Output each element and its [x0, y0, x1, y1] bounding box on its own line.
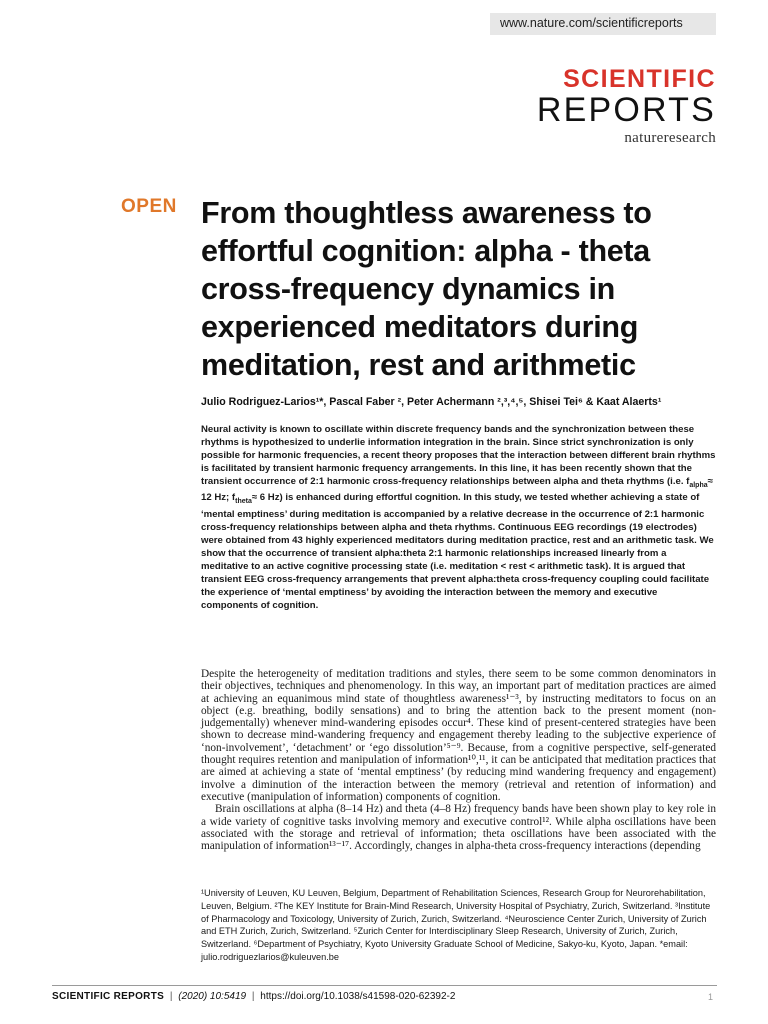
- footer-separator: |: [251, 991, 255, 1002]
- abstract-text-2: ≈ 12 Hz; f: [201, 475, 713, 504]
- page-footer: [52, 991, 455, 1002]
- brand-line-reports: REPORTS: [536, 91, 716, 129]
- body-text: [201, 668, 716, 852]
- abstract: [201, 424, 716, 613]
- affiliations-text: ¹University of Leuven, KU Leuven, Belgium, Department of Rehabilitation Sciences, Research Group for Neurorehabilitation, Leuven, Belgium. ²The KEY Institute for Brain-Mind Research, University Hospital of Psychiatry, Zurich, Switzerland. ³Institute of Pharmacology and Toxicology, University of Zurich, Zurich, Switzerland. ⁴Neuroscience Center Zurich, University of Zurich and ETH Zurich, Zurich, Switzerland. ⁵Zurich Center for Interdisciplinary Sleep Research, University of Zurich, Zurich, Switzerland. ⁶Department of Psychiatry, Kyoto University Graduate School of Medicine, Sakyo-ku, Kyoto, Japan. *email:: [201, 888, 711, 950]
- journal-brand: [537, 66, 716, 147]
- subscript-alpha: alpha: [689, 481, 708, 489]
- abstract-text-1: Neural activity is known to oscillate within discrete frequency bands and the synchronization between these rhythms is hypothesized to underlie information integration in the brain. Since strict synchronization is only possible for harmonic frequencies, a recent theory proposes that the interaction between different brain rhythms is facilitated by transient harmonic frequency arrangements. In this line, it has been recently shown that the transient occurrence of 2:1 harmonic cross-frequency relationships between alpha and theta rhythms (i.e. f: [201, 424, 716, 487]
- body-paragraph: Brain oscillations at alpha (8–14 Hz) and theta (4–8 Hz) frequency bands have been shown play to key role in a wide variety of cognitive tasks involving memory and executive control¹². While alpha oscillations have been associated with the storage and retrieval of information; theta oscillations have been associated with the manipulation of information¹³⁻¹⁷. Accordingly, changes in alpha-theta cross-frequency interactions (depending: [201, 803, 716, 853]
- footer-journal-name: SCIENTIFIC REPORTS: [52, 991, 165, 1002]
- publisher-name: natureresearch: [624, 130, 716, 146]
- footer-citation: (2020) 10:5419: [178, 991, 247, 1002]
- brand-line-scientific: SCIENTIFIC: [563, 65, 716, 93]
- corresponding-email-link[interactable]: julio.rodriguezlarios@kuleuven.be: [201, 951, 340, 962]
- journal-url[interactable]: www.nature.com/scientificreports: [500, 16, 683, 30]
- journal-url-bar[interactable]: [490, 13, 716, 35]
- open-access-badge: OPEN: [121, 196, 177, 217]
- abstract-text-3: ≈ 6 Hz) is enhanced during effortful cognition. In this study, we tested whether achieving a state of ‘mental emptiness’ during meditation is accompanied by a relative decrease in the occurrence of 2:1 harmonic cross-frequency relationships between alpha and theta rhythms. Continuous EEG recordings (19 electrodes) were obtained from 43 highly experienced meditators during meditation practice, rest and an arithmetic task. We show that the occurrence of transient alpha:theta 2:1 harmonic relationships increased linearly from a meditative to an active cognitive processing state (i.e. meditation < rest < arithmetic task). It is argued that transient EEG cross-frequency arrangements that prevent alpha:theta cross-frequency coupling could facilitate the experience of ‘mental emptiness’ by avoiding the interaction between the memory and executive components of cognition.: [201, 492, 714, 611]
- article-title: From thoughtless awareness to effortful cognition: alpha - theta cross-frequency dynamics in experienced meditators during meditation, rest and arithmetic: [201, 196, 652, 382]
- footer-doi-link[interactable]: https://doi.org/10.1038/s41598-020-62392-2: [260, 991, 456, 1002]
- body-paragraph: Despite the heterogeneity of meditation traditions and styles, there seem to be some common denominators in their objectives, techniques and phenomenology. In this way, an important part of meditation practices are aimed at achieving an equanimous mind state of thoughtless awareness¹⁻³, by instructing meditators to focus on an object (e.g. breathing, bodily sensations) and to bring the attention back to the present moment (non-judgementally) whenever mind-wandering episodes occur⁴. These kind of present-centered strategies have been shown to decrease mind-wandering frequency and engagement thereby leading to the subjective experience of ‘non-involvement’, ‘detachment’ or ‘ego dissolution’⁵⁻⁹. Because, from a cognitive perspective, self-generated thought requires retention and manipulation of information¹⁰,¹¹, it can be anticipated that meditation practices that are aimed at achieving a state of ‘mental emptiness’ (by reducing mind wandering frequency and engagement) involve a diminution of the interaction between the memory (retrieval and retention of information) and executive (manipulation of information) components of cognition.: [201, 668, 716, 803]
- footer-divider: [52, 985, 717, 986]
- author-list: Julio Rodriguez-Larios¹*, Pascal Faber ², Peter Achermann ²,³,⁴,⁵, Shisei Tei⁶ & Kaat Alaerts¹: [201, 396, 662, 408]
- page-number: 1: [708, 992, 714, 1002]
- footer-separator: |: [169, 991, 173, 1002]
- subscript-theta: theta: [235, 498, 252, 506]
- affiliations: [201, 887, 718, 964]
